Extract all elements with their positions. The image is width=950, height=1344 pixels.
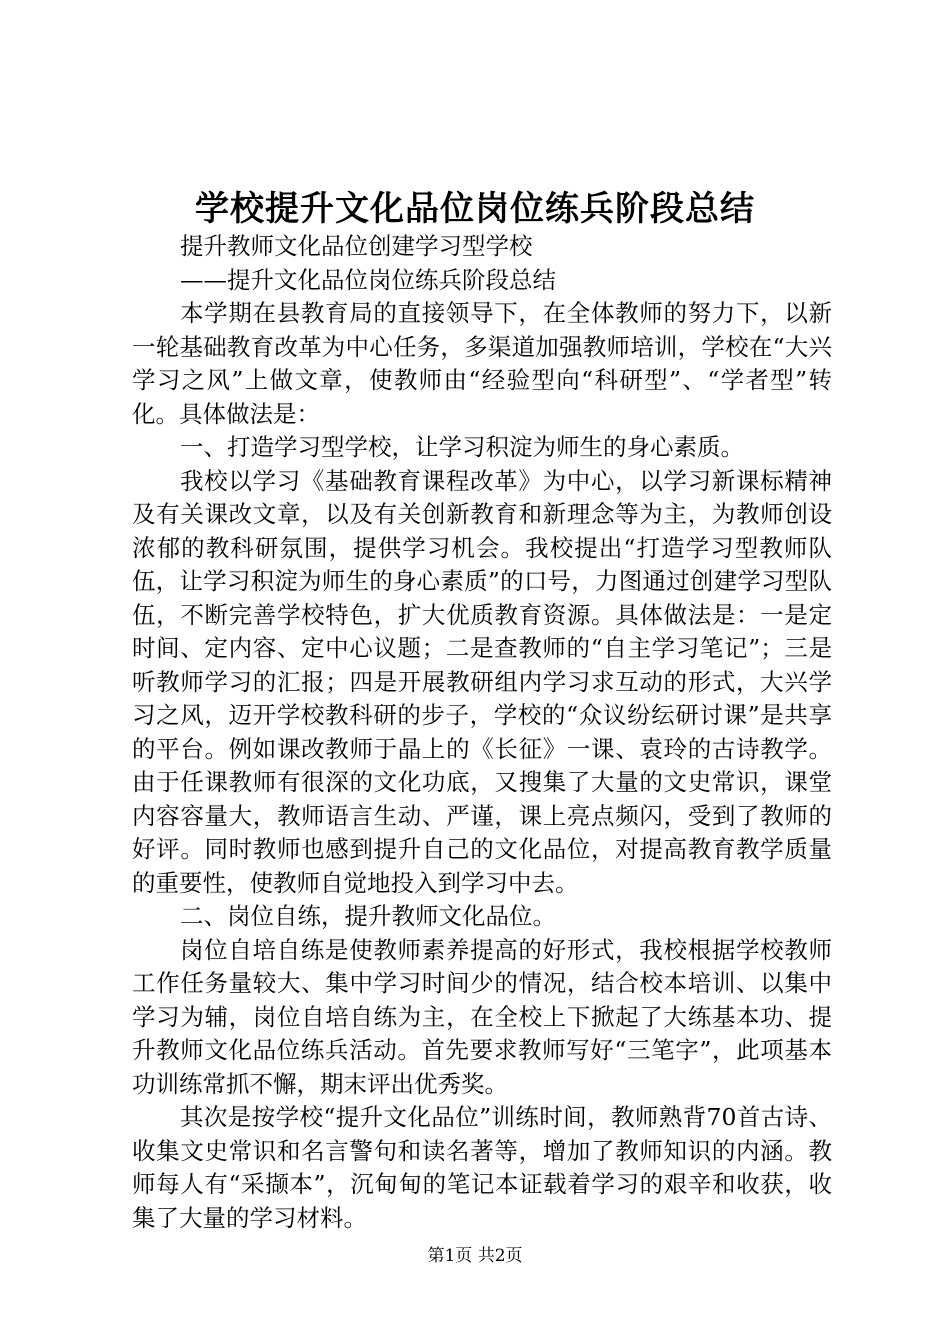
subtitle-line-2: ——提升文化品位岗位练兵阶段总结 [180,265,556,294]
paragraph-section-1: 我校以学习《基础教育课程改革》为中心，以学习新课标精神及有关课改文章，以及有关创新教育和新理念等为主，为教师创设浓郁的教科研氛围，提供学习机会。我校提出“打造学习型教师队伍，让学习积淀为师生的身心素质”的口号，力图通过创建学习型队伍，不断完善学校特色，扩大优质教育资源。具体做法是：一是定时间、定内容、定中心议题；二是查教师的“自主学习笔记”；三是听教师学习的汇报；四是开展教研组内学习求互动的形式，大兴学习之风，迈开学校教科研的步子，学校的“众议纷纭研讨课”是共享的平台。例如课改教师于晶上的《长征》一课、袁玲的古诗教学。由于任课教师有很深的文化功底，又搜集了大量的文史常识，课堂内容容量大，教师语言生动、严谨，课上亮点频闪，受到了教师的好评。同时教师也感到提升自己的文化品位，对提高教育教学质量的重要性，使教师自觉地投入到学习中去。 [132,466,832,897]
section-heading-1: 一、打造学习型学校，让学习积淀为师生的身心素质。 [180,433,744,461]
subtitle-line-1: 提升教师文化品位创建学习型学校 [180,232,533,260]
paragraph-intro: 本学期在县教育局的直接领导下，在全体教师的努力下，以新一轮基础教育改革为中心任务，多渠道加强教师培训，学校在“大兴学习之风”上做文章，使教师由“经验型向“科研型”、“学者型”转化。具体做法是： [132,299,832,428]
document-title: 学校提升文化品位岗位练兵阶段总结 [195,189,755,229]
paragraph-section-2a: 岗位自培自练是使教师素养提高的好形式，我校根据学校教师工作任务量较大、集中学习时间少的情况，结合校本培训、以集中学习为辅，岗位自培自练为主，在全校上下掀起了大练基本功、提升教师文化品位练兵活动。首先要求教师写好“三笔字”，此项基本功训练常抓不懈，期末评出优秀奖。 [132,935,832,1098]
paragraph-section-2b: 其次是按学校“提升文化品位”训练时间，教师熟背70首古诗、收集文史常识和名言警句和读名著等，增加了教师知识的内涵。教师每人有“采撷本”，沉甸甸的笔记本证载着学习的艰辛和收获，收集了大量的学习材料。 [132,1103,832,1232]
section-heading-2: 二、岗位自练，提升教师文化品位。 [180,902,556,930]
document-body [132,230,832,1235]
page-number-footer: 第1页 共2页 [427,1246,523,1266]
